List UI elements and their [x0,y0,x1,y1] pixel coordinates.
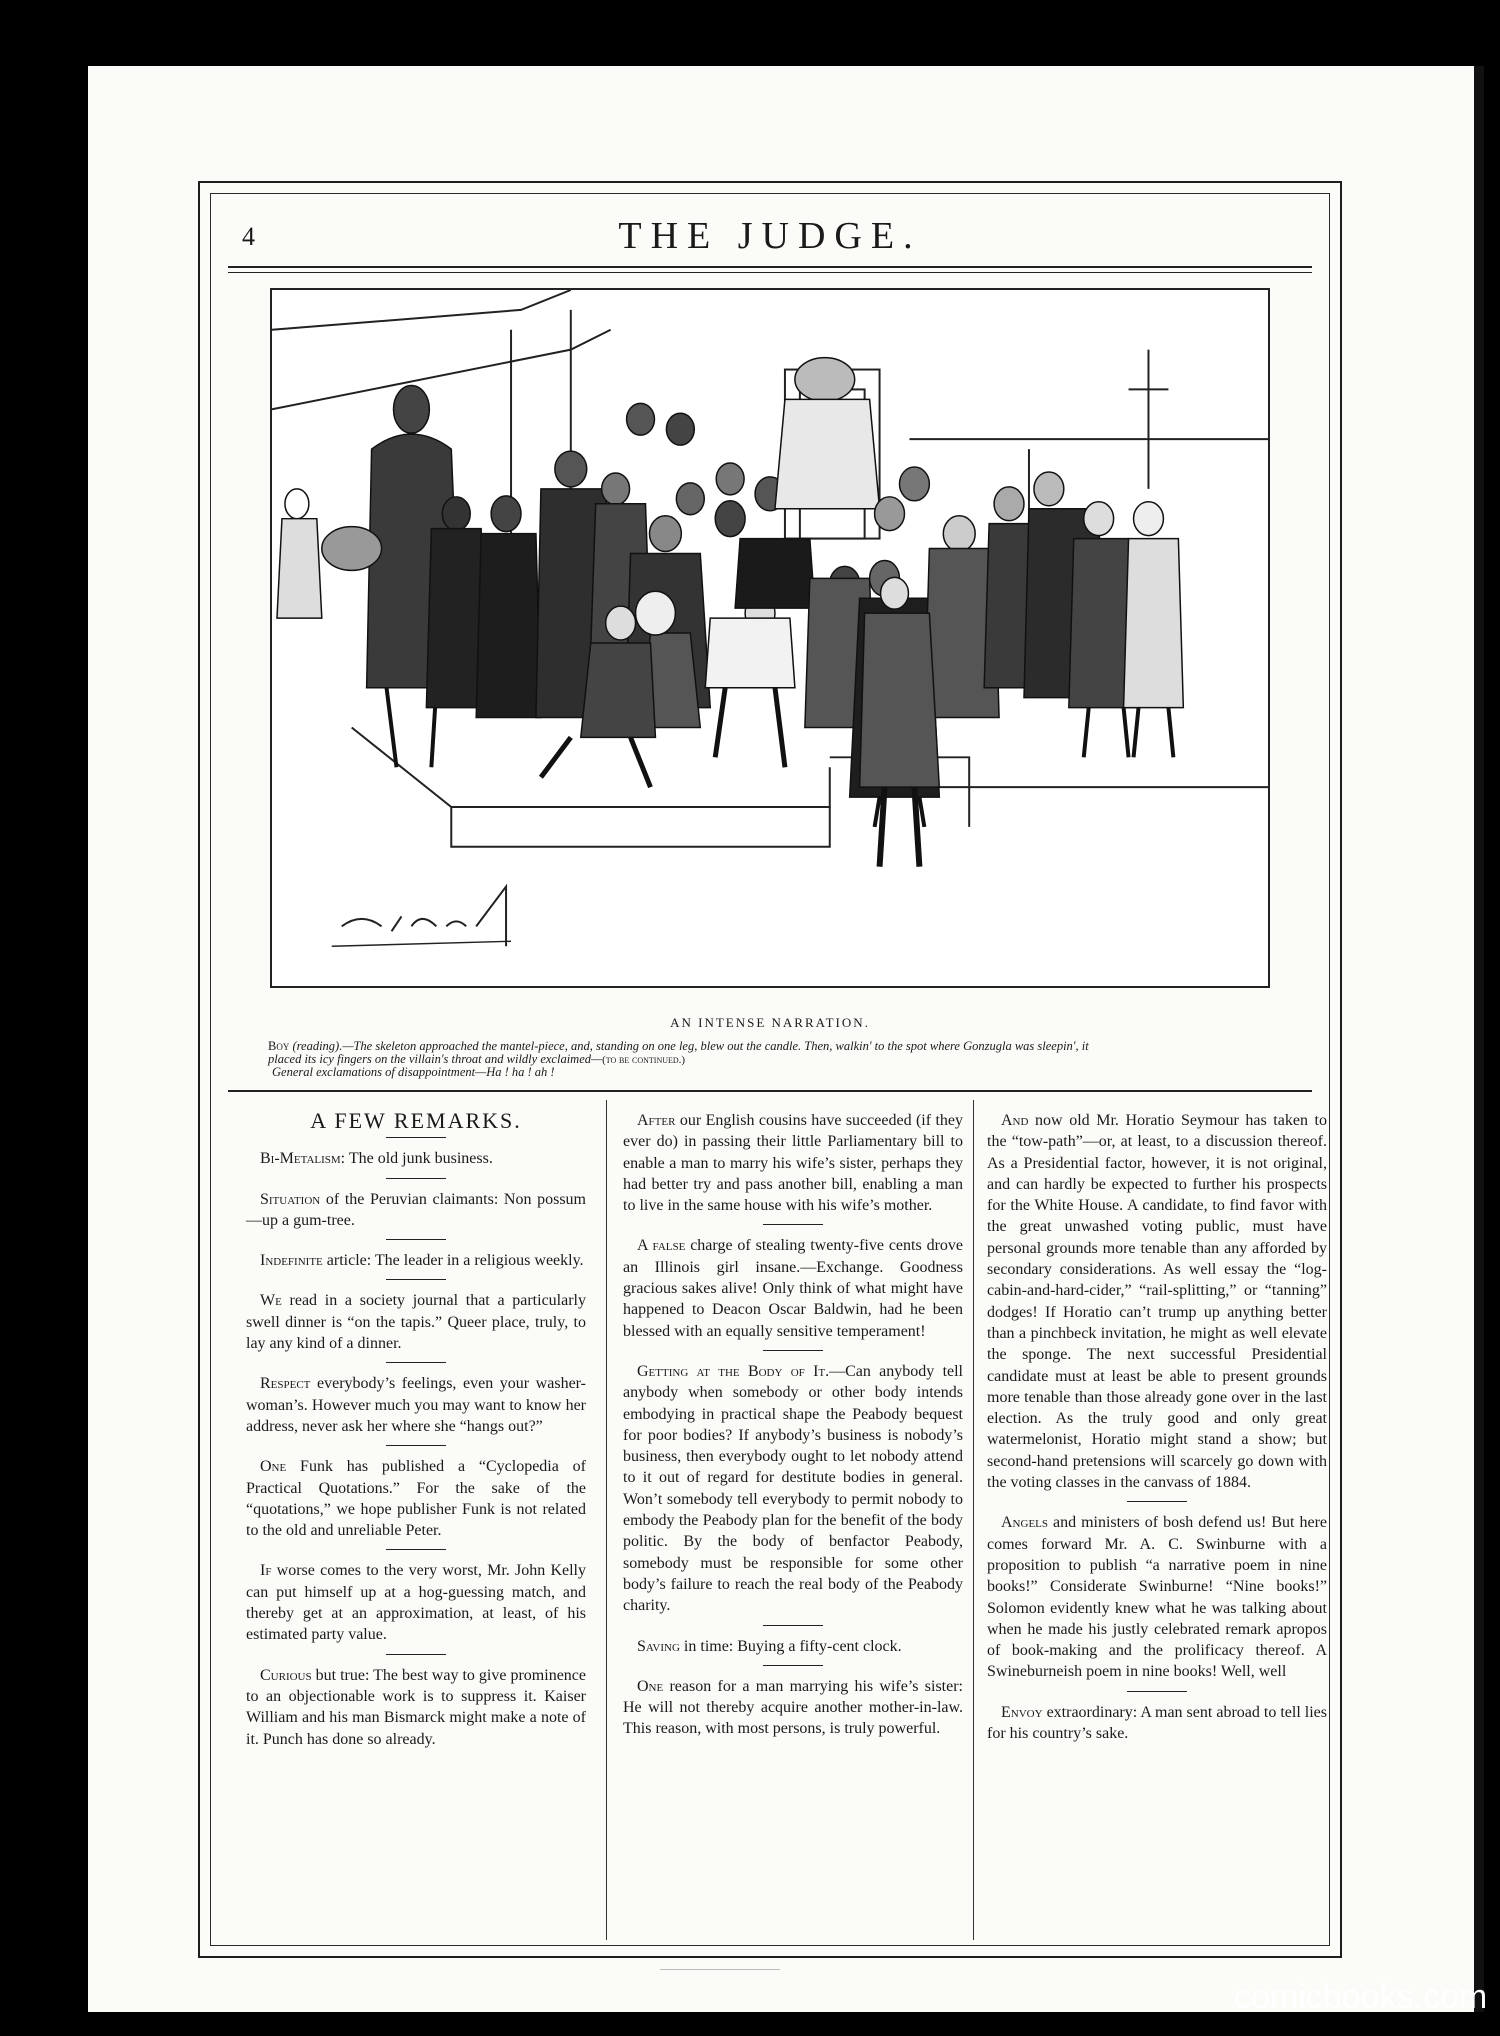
bottom-smudge [660,1969,780,1970]
short-rule [763,1350,823,1351]
cartoon-illustration [270,288,1270,988]
short-rule [763,1665,823,1666]
paragraph: After our English cousins have succeeded (if they ever do) in passing their little Parliamentary bill to enable a man to marry his wife’s sister, perhaps they had better try and pass another bill, enabling a man to live in the same house with his wife’s mother. [623,1112,963,1215]
paragraph: Respect everybody’s feelings, even your washer-woman’s. However much you may want to know her address, never ask her where she “hangs out?” [246,1375,586,1435]
paragraph: One Funk has published a “Cyclopedia of Practical Quotations.” For the sake of the “quotations,” we hope publisher Funk is not related to the old and unreliable Peter. [246,1458,586,1540]
short-rule [386,1445,446,1446]
masthead-rule [228,266,1312,268]
short-rule [386,1239,446,1240]
paragraph: Situation of the Peruvian claimants: Non possum—up a gum-tree. [246,1190,586,1229]
paragraph: A false charge of stealing twenty-five cents drove an Illinois girl insane.—Exchange. Goodness gracious sakes alive! Only think of what might have happened to Deacon Oscar Baldwin, had he been blessed with an equally sensitive temperament! [623,1237,963,1340]
caption-speaker: Boy [268,1039,290,1053]
column-3 [987,1102,1327,1744]
caption-text: placed its icy fingers on the villain's throat and wildly exclaimed— [268,1052,603,1066]
short-rule [386,1178,446,1179]
paragraph: Bi-Metalism: The old junk business. [260,1150,493,1168]
short-rule [386,1362,446,1363]
short-rule [386,1549,446,1550]
short-rule [386,1137,446,1138]
cartoon-drawing [272,290,1268,986]
watermark-credit: comicbooks.com [1234,1978,1488,2016]
short-rule [386,1654,446,1655]
paragraph: Saving in time: Buying a fifty-cent clock. [637,1637,902,1655]
paragraph: If worse comes to the very worst, Mr. John Kelly can put himself up at a hog-guessing match, and thereby get at an approximation, at least, of his estimated party value. [246,1562,586,1644]
paragraph: And now old Mr. Horatio Seymour has taken to the “tow-path”—or, at least, to a discussion thereof. As a Presidential factor, however, it is not original, and can hardly be expected to further his prospects for the White House. A candidate, to find favor with the great unwashed voting public, must have personal grounds more tenable than any afforded by secondary considerations. As well essay the “log-cabin-and-hard-cider,” “rail-splitting,” or “tanning” dodges! If Horatio can’t trump up anything better than a pinchbeck invitation, he might as well elevate the sponge. The next successful Presidential candidate must at least be able to present grounds more tenable than those already gone over in the last election. As the truly good and only great watermelonist, Horatio might stand a show; but second-hand pretensions will scarcely go down with the voting classes in the canvass of 1884. [987,1112,1327,1492]
binding-edge [1474,66,1484,2012]
masthead-title: THE JUDGE. [618,215,922,257]
short-rule [1127,1691,1187,1692]
page-number: 4 [242,222,255,251]
paragraph: Curious but true: The best way to give prominence to an objectionable work is to suppress it. Kaiser William and his man Bismarck might make a note of it. Punch has done so already. [246,1666,586,1748]
column-2 [623,1102,963,1740]
short-rule [1127,1501,1187,1502]
masthead-rule [228,272,1312,273]
paragraph: We read in a society journal that a particularly swell dinner is “on the tapis.” Queer place, truly, to lay any kind of a dinner. [246,1292,586,1353]
paragraph: One reason for a man marrying his wife’s sister: He will not thereby acquire another mother-in-law. This reason, with most persons, is truly powerful. [623,1677,963,1738]
column-1 [246,1102,586,1750]
paragraph: Angels and ministers of bosh defend us! But here comes forward Mr. A. C. Swinburne with a proposition to publish “a narrative poem in nine books!” Considerate Swinburne! “Nine books!” Solomon evidently knew what he was talking about when he made his justly celebrated remark apropos of book-making and the prolificacy thereof. A Swineburneish poem in nine books! Well, well [987,1514,1327,1681]
section-rule [228,1090,1312,1092]
column-heading: A FEW REMARKS. [310,1108,522,1133]
paragraph: Envoy extraordinary: A man sent abroad to tell lies for his country’s sake. [987,1703,1327,1743]
column-divider [973,1100,974,1940]
column-divider [606,1100,607,1940]
caption-title: AN INTENSE NARRATION. [670,1015,870,1030]
paragraph: Getting at the Body of It.—Can anybody tell anybody when somebody or other body intends embodying in practical shape the Peabody bequest for poor bodies? If anybody’s business is nobody’s business, then everybody ought to let nobody attend to it out of regard for destitute bodies in general. Won’t somebody tell everybody to permit nobody to embody the Peabody plan for the benefit of the body politic. By the body of benfactor Peabody, somebody must be responsible for some other body’s failure to reach the real body of the Peabody charity. [623,1362,964,1615]
caption-to-be-continued: (to be continued.) [602,1054,686,1066]
short-rule [763,1625,823,1626]
paragraph: Indefinite article: The leader in a religious weekly. [260,1252,584,1270]
caption-text: (reading).—The skeleton approached the mantel-piece, and, standing on one leg, blew out the candle. Then, walkin' to the spot where Gonzugla was sleepin', it [292,1039,1089,1053]
caption-line-3: General exclamations of disappointment—Ha ! ha ! ah ! [272,1065,555,1079]
short-rule [386,1279,446,1280]
short-rule [763,1224,823,1225]
